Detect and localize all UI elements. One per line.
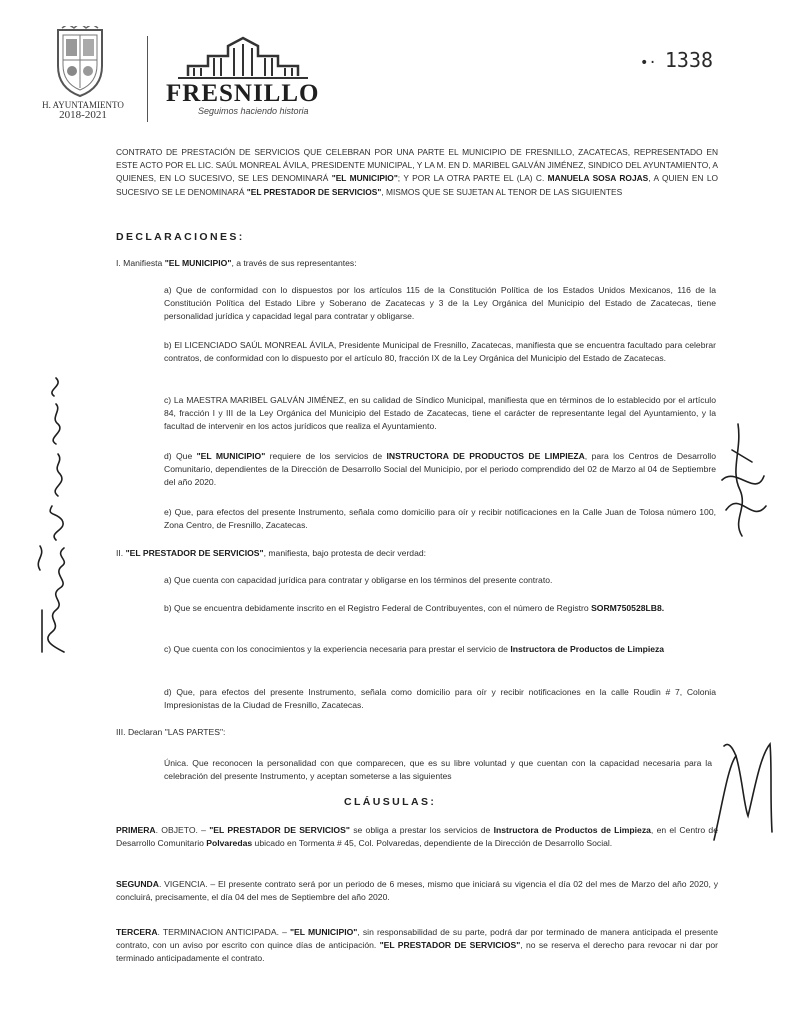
- ayuntamiento-label: H. AYUNTAMIENTO 2018-2021: [42, 100, 124, 121]
- handwritten-initial-signature: [706, 736, 780, 846]
- section-i: I. Manifiesta "EL MUNICIPIO", a través de sus representantes:: [116, 258, 357, 268]
- folio-marks: •·: [640, 55, 657, 71]
- handwritten-signature-right: [712, 420, 772, 540]
- declaracion-a: a) Que de conformidad con lo dispuestos por los artículos 115 de la Constitución Política de los Estados Unidos Mexicanos, 116 de la Constitución Política del Estado Libre y Soberano de Zacatecas y 3 de la Ley Orgánica del Municipio del Estado de Zacatecas, tiene personalidad jurídica y capacidad legal para contratar y obligarse.: [164, 285, 716, 322]
- clausula-segunda: SEGUNDA. VIGENCIA. – El presente contrato será por un periodo de 6 meses, mismo que iniciará su vigencia el día 02 del mes de Marzo del año 2020, y concluirá, precisamente, el día 04 del mes de Septiembre del año 2020.: [116, 879, 718, 903]
- declaracion-unica: Única. Que reconocen la personalidad con que comparecen, que es su libre voluntad y que cuentan con la capacidad necesaria para la celebración del presente Instrumento, y aceptan someterse a las siguientes: [164, 758, 712, 782]
- handwritten-name-signature: [12, 370, 82, 660]
- declaracion-d: d) Que "EL MUNICIPIO" requiere de los servicios de INSTRUCTORA DE PRODUCTOS DE LIMPIEZA, para los Centros de Desarrollo Comunitario, dependientes de la Dirección de Desarrollo Social del Municipio, por el periodo comprendido del 02 de Marzo al 04 de Septiembre del año 2020.: [164, 451, 716, 488]
- city-tagline: Seguimos haciendo historia: [198, 106, 309, 116]
- clausula-primera: PRIMERA. OBJETO. – "EL PRESTADOR DE SERVICIOS" se obliga a prestar los servicios de Instructora de Productos de Limpieza, en el Centro de Desarrollo Comunitario Polvaredas ubicado en Tormenta # 45, Col. Polvaredas, dependiente de la Dirección de Desarrollo Social.: [116, 825, 718, 849]
- section-iii: III. Declaran "LAS PARTES":: [116, 727, 226, 737]
- declaracion-e: e) Que, para efectos del presente Instrumento, señala como domicilio para oír y recibir notificaciones en la Calle Juan de Tolosa número 100, Zona Centro, de Fresnillo, Zacatecas.: [164, 507, 716, 531]
- header-divider: [147, 36, 148, 122]
- declaracion-ii-a: a) Que cuenta con capacidad jurídica para contratar y obligarse en los términos del presente contrato.: [164, 575, 553, 585]
- clausulas-heading: CLÁUSULAS:: [344, 796, 437, 808]
- declaracion-c: c) La MAESTRA MARIBEL GALVÁN JIMÉNEZ, en su calidad de Síndico Municipal, manifiesta que en términos de lo establecido por el artículo 84, fracción I y III de la Ley Orgánica del Municipio del Estado de Zacatecas, tiene el carácter de representante legal del Ayuntamiento, y la facultad de intervenir en los actos jurídicos que realiza el Ayuntamiento.: [164, 395, 716, 432]
- municipal-seal-icon: [52, 26, 108, 98]
- declaracion-ii-b: b) Que se encuentra debidamente inscrito en el Registro Federal de Contribuyentes, con el número de Registro SORM750528LB8.: [164, 603, 665, 613]
- declaracion-ii-d: d) Que, para efectos del presente Instrumento, señala como domicilio para oír y recibir notificaciones en la calle Roudin # 7, Colonia Impresionistas de la Ciudad de Fresnillo, Zacatecas.: [164, 687, 716, 711]
- clausula-tercera: TERCERA. TERMINACION ANTICIPADA. – "EL MUNICIPIO", sin responsabilidad de su parte, podrá dar por terminado de manera anticipada el presente contrato, con un aviso por escrito con quince días de anticipación. "EL PRESTADOR DE SERVICIOS", no se reserva el derecho para revocar ni dar por terminado anticipadamente el contrato.: [116, 927, 719, 964]
- section-ii: II. "EL PRESTADOR DE SERVICIOS", manifiesta, bajo protesta de decir verdad:: [116, 548, 427, 558]
- city-logo-text: FRESNILLO: [166, 80, 320, 107]
- contract-intro: CONTRATO DE PRESTACIÓN DE SERVICIOS QUE CELEBRAN POR UNA PARTE EL MUNICIPIO DE FRESNILLO, ZACATECAS, REPRESENTADO EN ESTE ACTO POR EL LIC. SAÚL MONREAL ÁVILA, PRESIDENTE MUNICIPAL, Y LA M. EN D. MARIBEL GALVÁN JIMÉNEZ, SINDICO DEL AYUNTAMIENTO, A QUIENES, EN LO SUCESIVO, SE LES DENOMINARÁ "EL MUNICIPIO"; Y POR LA OTRA PARTE EL (LA) C. MANUELA SOSA ROJAS, A QUIEN EN LO SUCESIVO SE LE DENOMINARÁ "EL PRESTADOR DE SERVICIOS", MISMOS QUE SE SUJETAN AL TENOR DE LAS SIGUIENTES: [116, 147, 718, 197]
- declaracion-b: b) El LICENCIADO SAÚL MONREAL ÁVILA, Presidente Municipal de Fresnillo, Zacatecas, manifiesta que se encuentra facultado para celebrar contratos, de conformidad con lo dispuesto por el artículo 80, fracción IX de la Ley Orgánica del Municipio del Estado de Zacatecas.: [164, 340, 716, 364]
- folio-number: •· 1338: [640, 48, 714, 72]
- declaraciones-heading: DECLARACIONES:: [116, 231, 245, 243]
- declaracion-ii-c: c) Que cuenta con los conocimientos y la experiencia necesaria para prestar el servicio de Instructora de Productos de Limpieza: [164, 644, 665, 654]
